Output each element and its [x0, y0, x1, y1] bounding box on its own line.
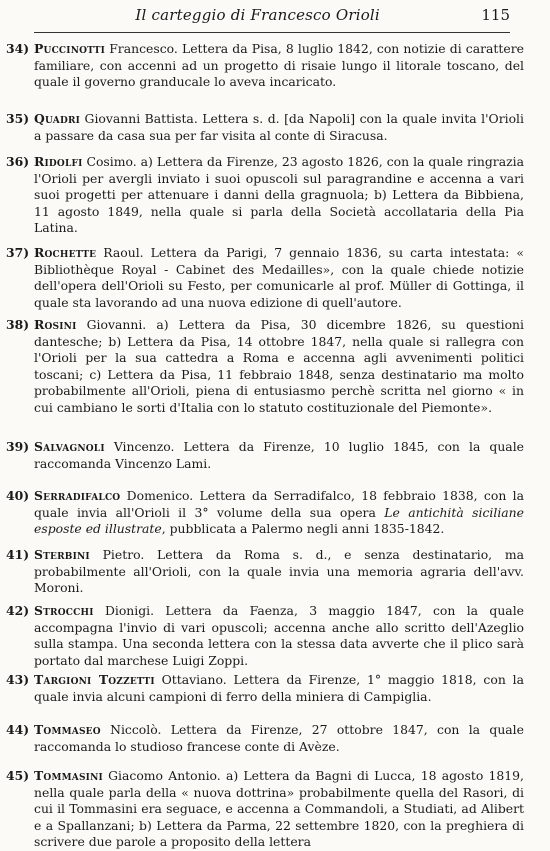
entry-surname: Tommasini	[34, 768, 103, 783]
entry-number: 35)	[6, 111, 30, 126]
entry-number: 36)	[6, 154, 30, 169]
page-header	[34, 6, 510, 33]
entry-text: Cosimo. a) Lettera da Firenze, 23 agosto 1826, con la quale ringrazia l'Orioli per avergli inviato i suoi opuscoli sul paragrandine e accenna a vari suoi progetti per attenuare i danni della gragnuola; b) Lettera da Bibbiena, 11 agosto 1849, nella quale si parla della Società accollataria della Pia Latina.	[34, 154, 524, 236]
entry-number: 38)	[6, 317, 30, 332]
entry-number: 42)	[6, 603, 30, 618]
entry-number: 43)	[6, 672, 30, 687]
entry-surname: Salvagnoli	[34, 439, 105, 454]
entry-surname: Sterbini	[34, 547, 90, 562]
entry-42	[6, 603, 524, 669]
entry-text: Dionigi. Lettera da Faenza, 3 maggio 1847, con la quale accompagna l'invio di vari opuscoli; accenna anche allo scritto dell'Azeglio sulla stampa. Una seconda lettera con la stessa data avverte che il plico sarà portato dal marchese Luigi Zoppi.	[34, 603, 524, 668]
entry-number: 34)	[6, 41, 30, 56]
entry-39	[6, 439, 524, 472]
page-number: 115	[481, 6, 510, 24]
entry-text: Niccolò. Lettera da Firenze, 27 ottobre 1847, con la quale raccomanda lo studioso francese conte di Avèze.	[34, 722, 524, 754]
entry-text-tail: , pubblicata a Palermo negli anni 1835-1842.	[161, 521, 445, 537]
entry-surname: Serradifalco	[34, 488, 121, 503]
entry-number: 37)	[6, 245, 30, 260]
entry-37	[6, 245, 524, 311]
entry-text: Vincenzo. Lettera da Firenze, 10 luglio 1845, con la quale raccomanda Vincenzo Lami.	[34, 439, 524, 471]
entry-text: Francesco. Lettera da Pisa, 8 luglio 1842, con notizie di carattere familiare, con accenni ad un progetto di risaie lungo il litorale toscano, del quale il governo granducale lo aveva incaricato.	[34, 41, 524, 90]
running-title: Il carteggio di Francesco Orioli	[135, 6, 380, 24]
entry-surname: Rosini	[34, 317, 77, 332]
entry-number: 44)	[6, 722, 30, 737]
entry-surname: Quadri	[34, 111, 81, 126]
entry-number: 39)	[6, 439, 30, 454]
entry-40	[6, 488, 524, 538]
entry-text: Raoul. Lettera da Parigi, 7 gennaio 1836, su carta intestata: « Bibliothèque Royal - Cabinet des Medailles», con la quale chiede notizie dell'opera dell'Orioli su Festo, per comunicarle al prof. Müller di Gottinga, il quale sta lavorando ad una nuova edizione di quell'autore.	[34, 245, 524, 310]
entry-text: Giovanni Battista. Lettera s. d. [da Napoli] con la quale invita l'Orioli a passare da casa sua per far visita al conte di Siracusa.	[34, 111, 524, 143]
entry-surname: Ridolfi	[34, 154, 83, 169]
entry-surname: Strocchi	[34, 603, 94, 618]
entry-43	[6, 672, 524, 705]
entry-34	[6, 41, 524, 91]
entry-36	[6, 154, 524, 237]
entry-text: Pietro. Lettera da Roma s. d., e senza destinatario, ma probabilmente all'Orioli, con la quale invia una memoria agraria dell'avv. Moroni.	[34, 547, 524, 596]
entry-text: Ottaviano. Lettera da Firenze, 1° maggio 1818, con la quale invia alcuni campioni di ferro della miniera di Campiglia.	[34, 672, 524, 704]
entry-surname: Targioni Tozzetti	[34, 672, 155, 687]
entry-45	[6, 768, 524, 851]
work-title: Le antichità siciliane esposte ed illustrate	[34, 504, 524, 537]
entry-number: 41)	[6, 547, 30, 562]
entry-text: Giacomo Antonio. a) Lettera da Bagni di Lucca, 18 agosto 1819, nella quale parla della « nuova dottrina» probabilmente quella del Rasori, di cui il Tommasini era seguace, e accenna a Commandoli, a Studiati, ad Alibert e a Spallanzani; b) Lettera da Parma, 22 settembre 1820, con la preghiera di scrivere due parole a proposito della lettera	[34, 768, 524, 850]
entry-surname: Rochette	[34, 245, 97, 260]
entry-text: Giovanni. a) Lettera da Pisa, 30 dicembre 1826, su questioni dantesche; b) Lettera da Pisa, 14 ottobre 1847, nella quale si rallegra con l'Orioli per la sua cattedra a Roma e accenna agli avvenimenti politici toscani; c) Lettera da Pisa, 11 febbraio 1848, senza destinatario ma molto probabilmente all'Orioli, piena di entusiasmo perchè scritta nel giorno « in cui cambiano le sorti d'Italia con lo statuto costituzionale del Piemonte».	[34, 317, 524, 415]
entry-number: 45)	[6, 768, 30, 783]
entry-surname: Tommaseo	[34, 722, 101, 737]
entry-38	[6, 317, 524, 417]
entry-35	[6, 111, 524, 144]
entry-number: 40)	[6, 488, 30, 503]
entry-41	[6, 547, 524, 597]
entry-text: Domenico. Lettera da Serradifalco, 18 febbraio 1838, con la quale invia all'Orioli il 3° volume della sua opera	[34, 488, 524, 520]
entry-44	[6, 722, 524, 755]
entry-surname: Puccinotti	[34, 41, 106, 56]
